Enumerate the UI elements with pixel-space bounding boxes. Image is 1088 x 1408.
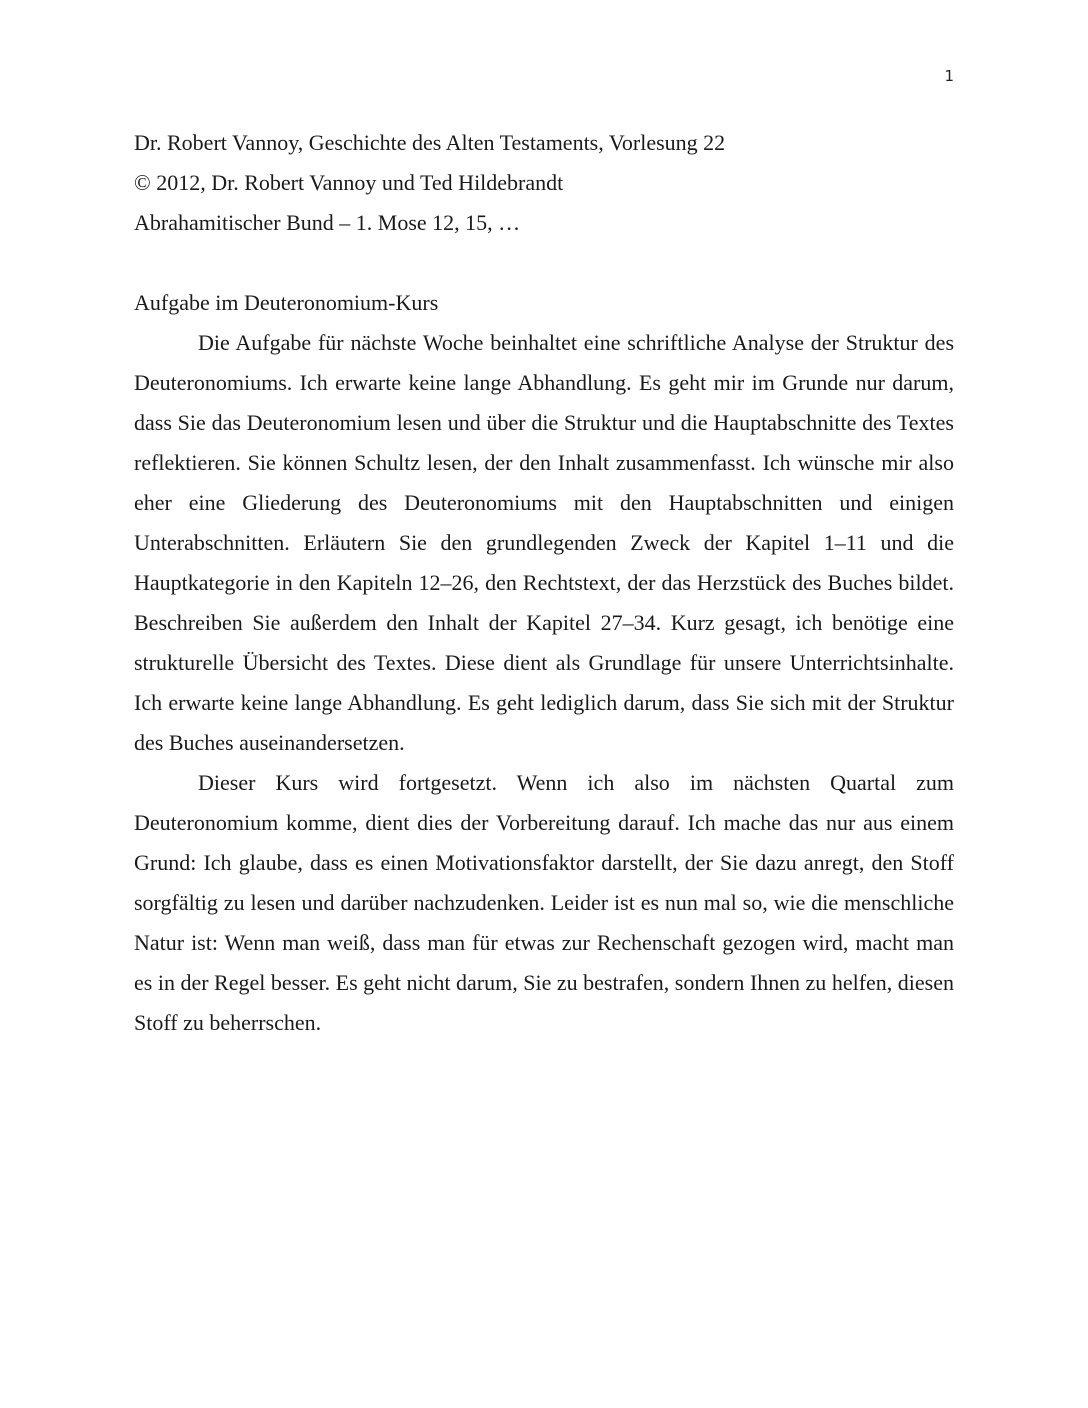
paragraph-assignment: Die Aufgabe für nächste Woche beinhaltet eine schriftliche Analyse der Struktur des Deuteronomiums. Ich erwarte keine lange Abhandlung. Es geht mir im Grunde nur darum, dass Sie das Deuteronomium lesen und über die Struktur und die Hauptabschnitte des Textes reflektieren. Sie können Schultz lesen, der den Inhalt zusammenfasst. Ich wünsche mir also eher eine Gliederung des Deuteronomiums mit den Hauptabschnitten und einigen Unterabschnitten. Erläutern Sie den grundlegenden Zweck der Kapitel 1–11 und die Hauptkategorie in den Kapiteln 12–26, den Rechtstext, der das Herzstück des Buches bildet. Beschreiben Sie außerdem den Inhalt der Kapitel 27–34. Kurz gesagt, ich benötige eine strukturelle Übersicht des Textes. Diese dient als Grundlage für unsere Unterrichtsinhalte. Ich erwarte keine lange Abhandlung. Es geht lediglich darum, dass Sie sich mit der Struktur des Buches auseinandersetzen. [134,330,954,755]
section-heading: Aufgabe im Deuteronomium-Kurs [134,290,439,315]
topic-line: Abrahamitischer Bund – 1. Mose 12, 15, … [134,210,521,235]
document-body [134,123,954,1043]
copyright-line: © 2012, Dr. Robert Vannoy und Ted Hildebrandt [134,170,564,195]
page-number: 1 [944,67,954,85]
paragraph-motivation: Dieser Kurs wird fortgesetzt. Wenn ich also im nächsten Quartal zum Deuteronomium komme, dient dies der Vorbereitung darauf. Ich mache das nur aus einem Grund: Ich glaube, dass es einen Motivationsfaktor darstellt, der Sie dazu anregt, den Stoff sorgfältig zu lesen und darüber nachzudenken. Leider ist es nun mal so, wie die menschliche Natur ist: Wenn man weiß, dass man für etwas zur Rechenschaft gezogen wird, macht man es in der Regel besser. Es geht nicht darum, Sie zu bestrafen, sondern Ihnen zu helfen, diesen Stoff zu beherrschen. [134,770,954,1035]
lecture-title-line: Dr. Robert Vannoy, Geschichte des Alten Testaments, Vorlesung 22 [134,130,726,155]
